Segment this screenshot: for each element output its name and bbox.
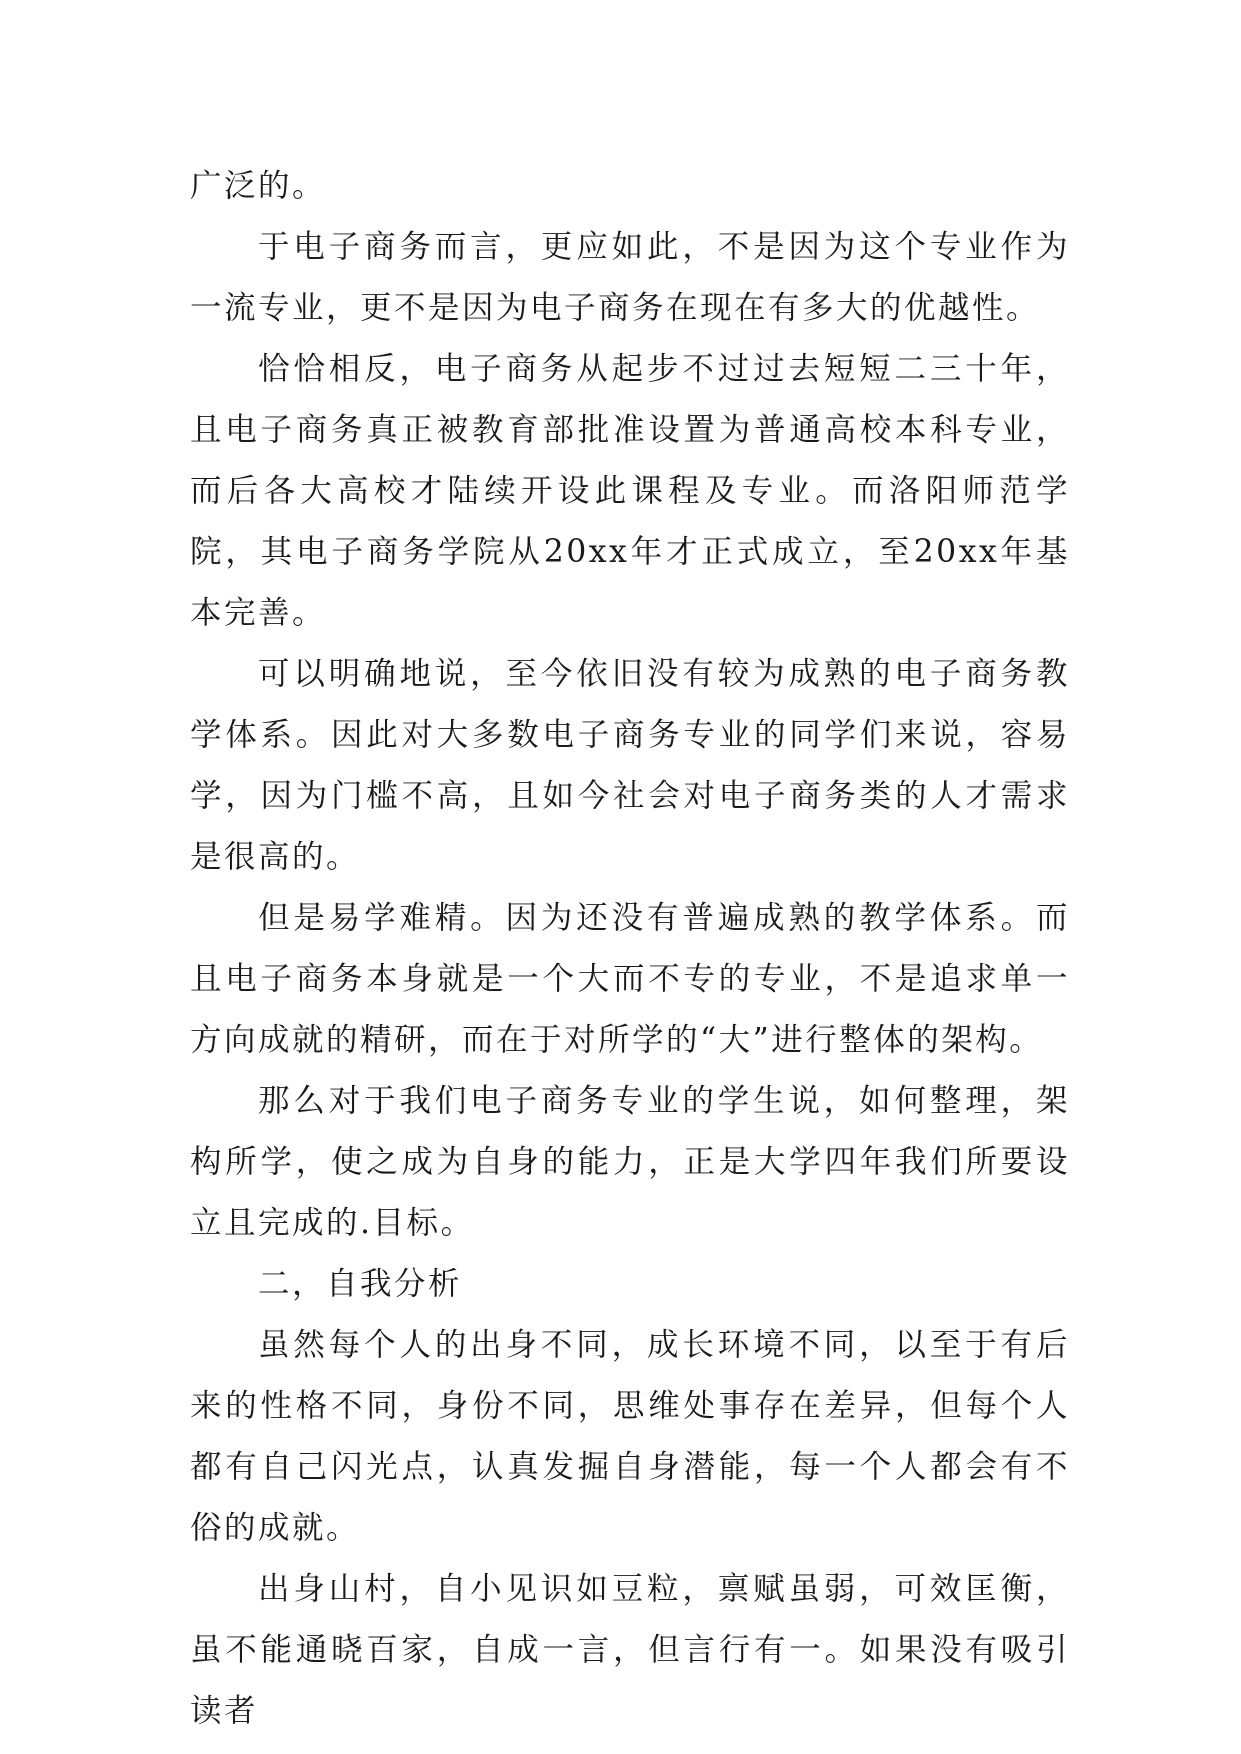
paragraph-3: 恰恰相反，电子商务从起步不过过去短短二三十年，且电子商务真正被教育部批准设置为普通高校本科专业，而后各大高校才陆续开设此课程及专业。而洛阳师范学院，其电子商务学院从20xx年才正式成立，至20xx年基本完善。	[190, 351, 1070, 631]
document-body	[190, 156, 1070, 1742]
paragraph-7: 虽然每个人的出身不同，成长环境不同，以至于有后来的性格不同，身份不同，思维处事存在差异，但每个人都有自己闪光点，认真发掘自身潜能，每一个人都会有不俗的成就。	[190, 1327, 1070, 1546]
section-heading: 二，自我分析	[258, 1266, 463, 1302]
paragraph-2: 于电子商务而言，更应如此，不是因为这个专业作为一流专业，更不是因为电子商务在现在有多大的优越性。	[190, 229, 1070, 326]
paragraph-6: 那么对于我们电子商务专业的学生说，如何整理，架构所学，使之成为自身的能力，正是大学四年我们所要设立且完成的.目标。	[190, 1083, 1070, 1241]
paragraph-1: 广泛的。	[190, 168, 327, 204]
paragraph-4: 可以明确地说，至今依旧没有较为成熟的电子商务教学体系。因此对大多数电子商务专业的同学们来说，容易学，因为门槛不高，且如今社会对电子商务类的人才需求是很高的。	[190, 656, 1070, 875]
paragraph-8: 出身山村，自小见识如豆粒，禀赋虽弱，可效匡衡，虽不能通晓百家，自成一言，但言行有一。如果没有吸引读者	[190, 1571, 1070, 1729]
paragraph-5: 但是易学难精。因为还没有普遍成熟的教学体系。而且电子商务本身就是一个大而不专的专业，不是追求单一方向成就的精研，而在于对所学的“大”进行整体的架构。	[190, 900, 1070, 1058]
